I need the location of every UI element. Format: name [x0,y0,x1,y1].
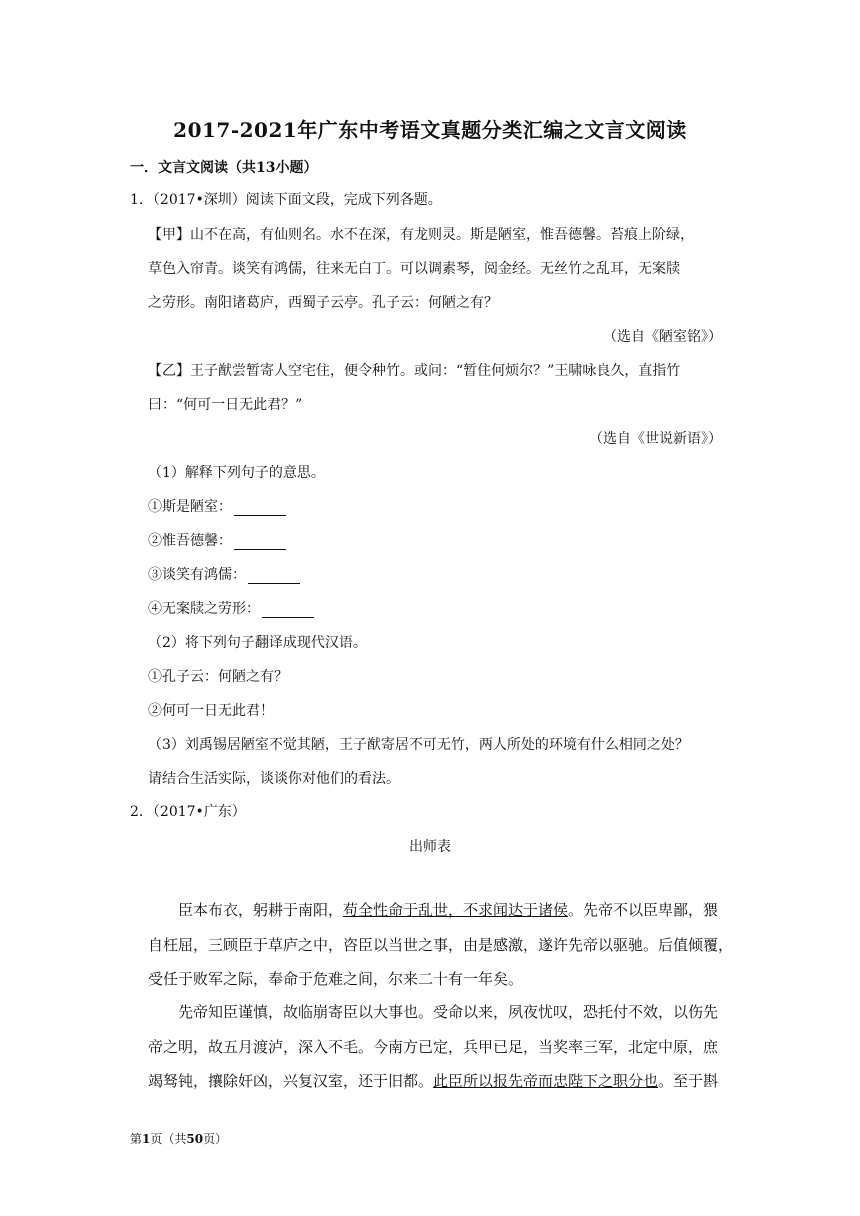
sub-question-2: （2）将下列句子翻译成现代汉语。 [148,635,367,651]
footer-text: 第 [130,1132,143,1146]
essay-line: 受任于败军之际，奉命于危难之间，尔来二十有一年矣。 [148,970,524,988]
essay-line: 自枉屈，三顾臣于草庐之中，咨臣以当世之事，由是感激，遂许先帝以驱驰。后值倾覆， [148,936,734,954]
answer-blank[interactable] [262,603,314,618]
sub-question-3: （3）刘禹锡居陋室不觉其陋，王子猷寄居不可无竹，两人所处的环境有什么相同之处？ [148,737,689,753]
answer-blank[interactable] [248,569,300,584]
essay-title: 出师表 [409,839,451,855]
answer-blank[interactable] [234,535,286,550]
page-total: 50 [186,1132,204,1146]
item-label: ④无案牍之劳形： [148,601,260,617]
section-heading: 一．文言文阅读（共13小题） [130,160,318,176]
passage-jia-line: 之劳形。南阳诸葛庐，西蜀子云亭。孔子云：何陋之有？ [148,295,498,311]
underlined-sentence: 此臣所以报先帝而忠陛下之职分也 [433,1072,659,1090]
essay-text: 臣本布衣，躬耕于南阳， [178,901,344,919]
passage-yi-line: 【乙】王子猷尝暂寄人空宅住，便令种竹。或问：“暂住何烦尔？”王啸咏良久，直指竹 [148,363,681,379]
answer-item [148,564,300,584]
passage-jia-source: （选自《陋室铭》） [603,329,722,345]
answer-blank[interactable] [234,501,286,516]
answer-item [148,598,314,618]
answer-item [148,496,286,516]
essay-text: 。先帝不以臣卑鄙，猥 [568,901,719,919]
page-number: 1 [142,1132,151,1146]
essay-line: 帝之明，故五月渡泸，深入不毛。今南方已定，兵甲已足，当奖率三军，北定中原，庶 [148,1038,719,1056]
question-2-header: 2．（2017•广东） [130,804,246,820]
page-footer [130,1130,227,1147]
translate-item: ①孔子云：何陋之有？ [148,669,288,685]
footer-text: 页） [203,1132,228,1146]
item-label: ③谈笑有鸿儒： [148,567,246,583]
passage-yi-line: 曰：“何可一日无此君？” [148,397,303,413]
page-title: 2017-2021年广东中考语文真题分类汇编之文言文阅读 [173,118,687,142]
answer-item [148,530,286,550]
footer-text: 页（共 [150,1132,187,1146]
essay-line [148,1070,718,1091]
item-label: ①斯是陋室： [148,499,232,515]
sub-question-1: （1）解释下列句子的意思。 [148,465,325,481]
essay-line [178,899,718,920]
essay-text: 竭驽钝，攘除奸凶，兴复汉室，还于旧都。 [148,1072,434,1090]
sub-question-3: 请结合生活实际，谈谈你对他们的看法。 [148,771,400,787]
passage-jia-line: 草色入帘青。谈笑有鸿儒，往来无白丁。可以调素琴，阅金经。无丝竹之乱耳，无案牍 [148,261,680,277]
essay-text: 。至于斟 [658,1072,719,1090]
translate-item: ②何可一日无此君！ [148,703,274,719]
passage-yi-source: （选自《世说新语》） [589,431,722,447]
item-label: ②惟吾德馨： [148,533,232,549]
passage-jia-line: 【甲】山不在高，有仙则名。水不在深，有龙则灵。斯是陋室，惟吾德馨。苔痕上阶绿， [148,227,694,243]
question-1-header: 1．（2017•深圳）阅读下面文段，完成下列各题。 [130,192,442,208]
underlined-sentence: 苟全性命于乱世，不求闻达于诸侯 [343,901,569,919]
essay-line: 先帝知臣谨慎，故临崩寄臣以大事也。受命以来，夙夜忧叹，恐托付不效，以伤先 [178,1003,719,1021]
